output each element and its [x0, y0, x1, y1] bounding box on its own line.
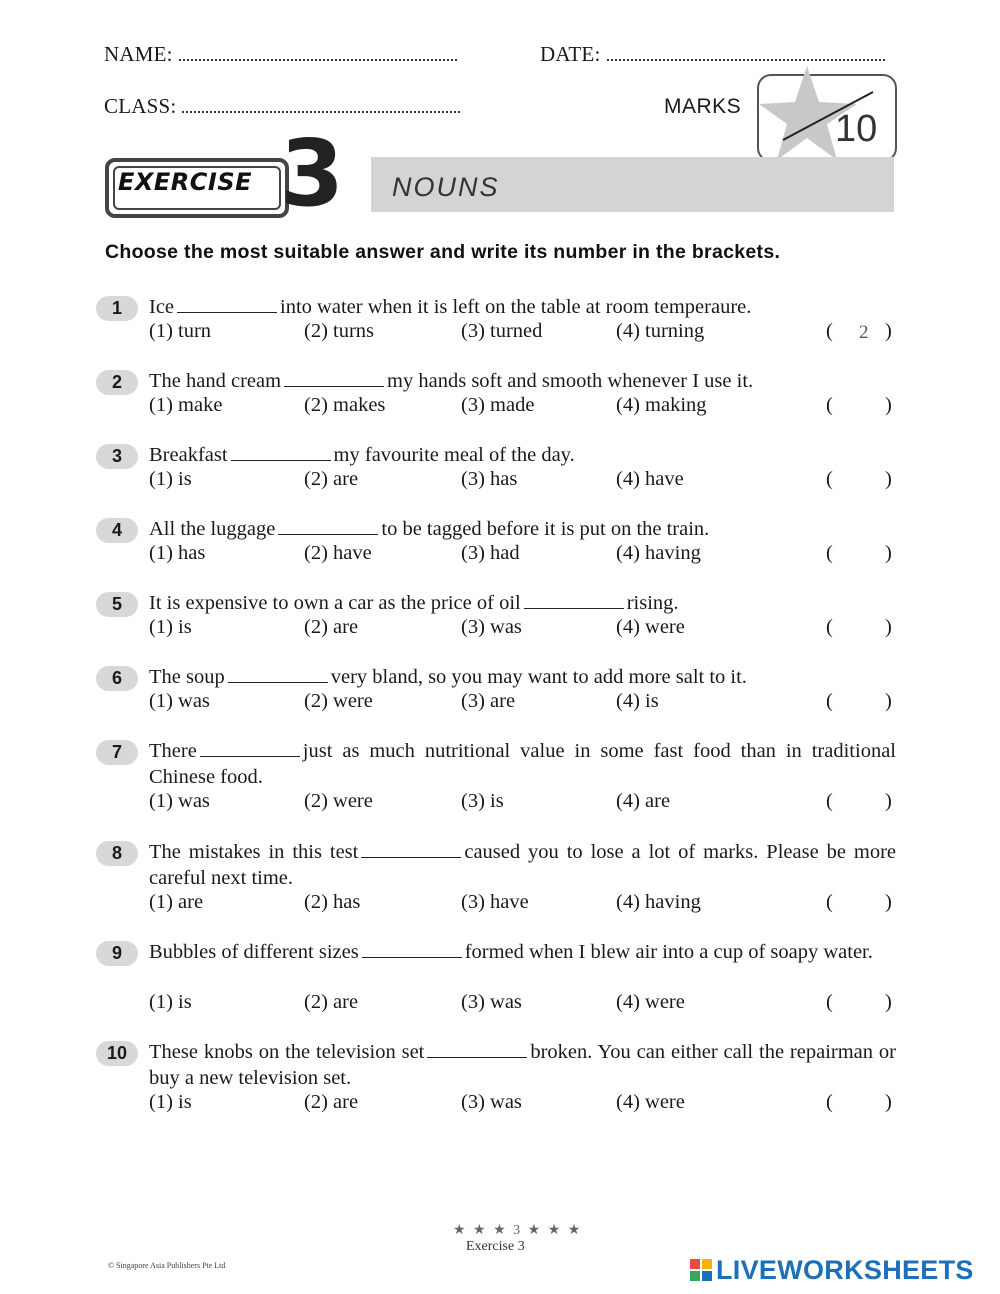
exercise-word: EXERCISE — [118, 168, 252, 196]
question-text — [149, 590, 896, 616]
option-2: (2) turns — [304, 320, 375, 342]
option-3: (3) was — [461, 616, 522, 638]
question-text — [149, 1039, 896, 1091]
question-text — [149, 738, 896, 790]
answer-blank — [362, 941, 462, 958]
answer-blank — [361, 841, 461, 858]
option-1: (1) was — [149, 690, 210, 712]
option-4: (4) were — [616, 1091, 685, 1113]
question-text-before: Ice — [149, 296, 175, 318]
liveworksheets-logo[interactable] — [690, 1255, 974, 1286]
answer-blank — [177, 296, 277, 313]
question-text — [149, 664, 896, 690]
topic-title: NOUNS — [392, 172, 500, 202]
question-text — [149, 294, 896, 320]
question-number: 10 — [96, 1041, 138, 1066]
option-2: (2) are — [304, 468, 359, 490]
class-input-line[interactable] — [182, 107, 460, 113]
option-3: (3) are — [461, 690, 516, 712]
option-1: (1) was — [149, 790, 210, 812]
question-text-after: caused you to lose a lot of marks. Please be more careful next time. — [149, 841, 896, 889]
option-4: (4) have — [616, 468, 684, 490]
option-1: (1) is — [149, 616, 192, 638]
question-number: 1 — [96, 296, 138, 321]
option-1: (1) is — [149, 1091, 192, 1113]
question-text — [149, 839, 896, 891]
option-1: (1) is — [149, 991, 192, 1013]
footer-stars: ★ ★ ★ 3 ★ ★ ★ — [453, 1223, 583, 1238]
question-text-after: my hands soft and smooth whenever I use it. — [387, 370, 754, 392]
question-text-after: formed when I blew air into a cup of soapy water. — [464, 941, 873, 963]
option-4: (4) having — [616, 891, 701, 913]
option-1: (1) are — [149, 891, 204, 913]
option-4: (4) making — [616, 394, 707, 416]
copyright: © Singapore Asia Publishers Pte Ltd — [108, 1261, 226, 1270]
question-number: 2 — [96, 370, 138, 395]
liveworksheets-text: LIVEWORKSHEETS — [716, 1255, 974, 1285]
answer-blank — [200, 740, 300, 757]
question-text-after: rising. — [626, 592, 679, 614]
option-2: (2) have — [304, 542, 372, 564]
question-text-before: Breakfast — [149, 444, 228, 466]
question-text — [149, 442, 896, 468]
question-text-before: The hand cream — [149, 370, 282, 392]
option-3: (3) was — [461, 1091, 522, 1113]
class-label: CLASS: — [104, 94, 177, 118]
option-3: (3) turned — [461, 320, 543, 342]
option-4: (4) turning — [616, 320, 705, 342]
option-1: (1) is — [149, 468, 192, 490]
marks-label: MARKS — [664, 95, 742, 118]
option-2: (2) are — [304, 991, 359, 1013]
question-text — [149, 516, 896, 542]
instruction: Choose the most suitable answer and write its number in the brackets. — [105, 241, 781, 263]
marks-total: 10 — [835, 108, 878, 150]
question-text-after: very bland, so you may want to add more salt to it. — [330, 666, 747, 688]
name-label: NAME: — [104, 42, 173, 66]
answer-blank — [278, 518, 378, 535]
option-3: (3) has — [461, 468, 518, 490]
question-number: 9 — [96, 941, 138, 966]
option-3: (3) was — [461, 991, 522, 1013]
question-text-before: The mistakes in this test — [149, 841, 359, 863]
option-1: (1) turn — [149, 320, 212, 342]
exercise-number: 3 — [280, 120, 345, 227]
question-text — [149, 368, 896, 394]
option-4: (4) having — [616, 542, 701, 564]
option-4: (4) were — [616, 616, 685, 638]
question-text-before: Bubbles of different sizes — [149, 941, 359, 963]
option-3: (3) is — [461, 790, 504, 812]
answer-blank — [228, 666, 328, 683]
question-number: 5 — [96, 592, 138, 617]
date-input-line[interactable] — [607, 55, 885, 61]
option-2: (2) are — [304, 1091, 359, 1113]
question-text-after: to be tagged before it is put on the train. — [381, 518, 710, 540]
name-input-line[interactable] — [179, 55, 457, 61]
question-number: 7 — [96, 740, 138, 765]
option-2: (2) has — [304, 891, 361, 913]
option-2: (2) were — [304, 690, 373, 712]
option-2: (2) makes — [304, 394, 386, 416]
option-1: (1) has — [149, 542, 206, 564]
question-text-before: The soup — [149, 666, 225, 688]
option-4: (4) are — [616, 790, 671, 812]
liveworksheets-icon — [690, 1259, 712, 1281]
option-1: (1) make — [149, 394, 223, 416]
option-3: (3) made — [461, 394, 535, 416]
option-3: (3) have — [461, 891, 529, 913]
question-text-before: It is expensive to own a car as the price of oil — [149, 592, 521, 614]
answer-value[interactable]: 2 — [859, 322, 869, 343]
date-label: DATE: — [540, 42, 601, 66]
question-number: 3 — [96, 444, 138, 469]
option-3: (3) had — [461, 542, 520, 564]
option-2: (2) are — [304, 616, 359, 638]
option-4: (4) is — [616, 690, 659, 712]
question-text-before: All the luggage — [149, 518, 276, 540]
question-text — [149, 939, 896, 965]
name-field — [104, 42, 457, 67]
option-4: (4) were — [616, 991, 685, 1013]
footer-label: Exercise 3 — [466, 1239, 525, 1254]
question-text-before: There — [149, 740, 197, 762]
answer-blank — [427, 1041, 527, 1058]
class-field — [104, 94, 460, 119]
question-number: 4 — [96, 518, 138, 543]
answer-blank — [524, 592, 624, 609]
question-text-after: my favourite meal of the day. — [333, 444, 575, 466]
question-text-after: into water when it is left on the table at room temperaure. — [280, 296, 752, 318]
question-text-after: broken. You can either call the repairman or buy a new television set. — [149, 1041, 896, 1089]
answer-blank — [231, 444, 331, 461]
question-number: 6 — [96, 666, 138, 691]
answer-blank — [284, 370, 384, 387]
question-number: 8 — [96, 841, 138, 866]
question-text-before: These knobs on the television set — [149, 1041, 425, 1063]
option-2: (2) were — [304, 790, 373, 812]
question-text-after: just as much nutritional value in some fast food than in traditional Chinese food. — [149, 740, 896, 788]
